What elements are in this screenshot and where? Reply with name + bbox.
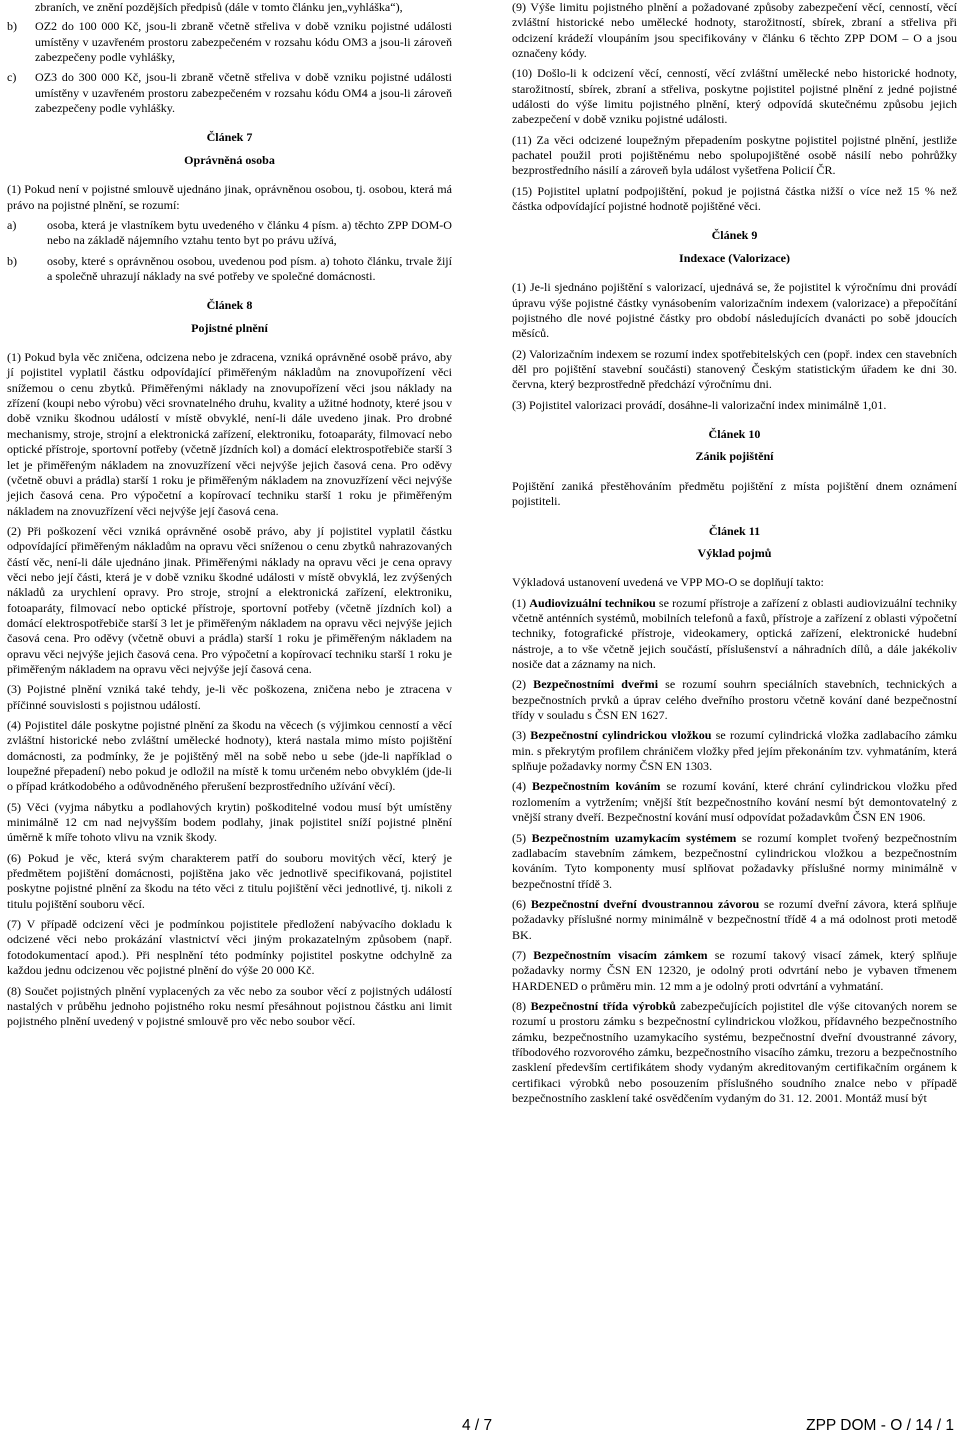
list-item: b) OZ2 do 100 000 Kč, jsou-li zbraně včetně střeliva v době vzniku pojistné události umístěny v uzavřeném prostoru zabezpečeném v rozsahu kódu OM3 a jsou-li zároveň zabezpečeny podle vyhlášky, — [7, 19, 452, 65]
paragraph: (3) Pojistné plnění vzniká také tehdy, je-li věc poškozena, zničena nebo je ztracena v příčinné souvislosti s pojistnou událostí. — [7, 682, 452, 712]
definition-item: (7) Bezpečnostním visacím zámkem se rozumí takový visací zámek, který splňuje požadavky normy ČSN EN 12320, je odolný proti odvrtání nebo je vybaven třmenem HARDENED o průměru min. 12 mm a je odolný proti odvrtání a vyhmatání. — [512, 947, 957, 993]
paragraph: (11) Za věci odcizené loupežným přepadením poskytne pojistitel pojistné plnění, jestliže pachatel použil proti pojištěnému nebo spolupojištěné osobě násilí nebo pohrůžky bezprostředního násilí a zároveň byla událost vyšetřena Policií ČR. — [512, 132, 957, 178]
definition-term: Bezpečnostním uzamykacím systémem — [531, 830, 737, 845]
definition-item: (6) Bezpečnostní dveřní dvoustrannou závorou se rozumí dveřní závora, která splňuje požadavky příslušné normy minimálně v bezpečnostní třídě 4 a má odolnost proti metodě BK. — [512, 896, 957, 942]
paragraph: (9) Výše limitu pojistného plnění a požadované způsoby zabezpečení věcí, cenností, věcí zvláštní historické nebo umělecké hodnoty, starožitností, sbírek, zbraní a střeliva při odcizení krádeží vloupáním jsou specifikovány v článku 6 těchto ZPP DOM – O a jsou označeny kódy. — [512, 0, 957, 61]
document-code: ZPP DOM - O / 14 / 1 — [806, 1417, 954, 1434]
paragraph: (4) Pojistitel dále poskytne pojistné plnění za škodu na věcech (s výjimkou cenností a věcí zvláštní historické nebo zvláštní umělecké hodnoty), která nastala mimo místo pojištění domácnosti, za podmínky, že je pojištěný měl na sobě nebo u sebe (jde-li například o loupežné přepadení) nebo pokud je odložil na místě k tomu určeném nebo obvyklém (jde-li o případ krátkodobého a odůvodněného přerušení bezprostředního užívání věcí). — [7, 718, 452, 794]
paragraph: (2) Při poškození věci vzniká oprávněné osobě právo, aby jí pojistitel vyplatil částku odpovídající přiměřeným nákladům na opravu věci sníženou o cenu zbytků nahrazovaných částí věc, není-li dále ujednáno jinak. Přiměřenými náklady na opravu věci je cena opravy věci nebo její části, která je v době vzniku škodné události v místě obvyklá, lez zvýšených nákladů za urychlení opravy. Pro stroje, strojní a elektronická zařízení, elektroniku, fotoaparáty, filmovací nebo optické přístroje, sportovní potřeby (včetně jízdních kol) a domácí elektrospotřebiče starší 3 let je přiměřeným nákladem na opravu věci nejvýše jejich časová cena. Pro oděvy (včetně obuvi a prádla) starší 1 roku je přiměřeným nákladem na opravu věci nejvýše jejich časová cena. Pro výpočetní a kopírovací techniku starší 1 roku je přiměřeným nákladem na opravu věci nejvýše její časová cena. — [7, 523, 452, 676]
paragraph: Výkladová ustanovení uvedená ve VPP MO-O se doplňují takto: — [512, 575, 824, 590]
paragraph: (3) Pojistitel valorizaci provádí, dosáhne-li valorizační index minimálně 1,01. — [512, 397, 887, 412]
paragraph: (15) Pojistitel uplatní podpojištění, pokud je pojistná částka nižší o více než 15 % než částka odpovídající pojistné hodnotě pojištěné věci. — [512, 183, 957, 214]
paragraph: (1) Je-li sjednáno pojištění s valorizací, ujednává se, že pojistitel k výročnímu dni provádí úpravu výše pojistné částky vynásobením valorizačním indexem (valorizace) a přepočítání pojistného dle nové pojistné částky pro období následujících dvanácti po sobě jdoucích měsíců. — [512, 280, 957, 341]
article-11-heading: Článek 11 Výklad pojmů — [697, 523, 772, 560]
page-number: 4 / 7 — [462, 1417, 493, 1434]
paragraph: (10) Došlo-li k odcizení věcí, cenností, věcí zvláštní umělecké nebo historické hodnoty, starožitností, sbírek, zbraní a střeliva, poskytne pojistitel pojistné plnění z jedné pojistné události do výše limitu pojistného plnění, který odpovídá skutečnému způsobu jejich zabezpečení v době vzniku pojistné události. — [512, 66, 957, 127]
definition-item: (5) Bezpečnostním uzamykacím systémem se rozumí komplet tvořený bezpečnostním zadlabacím stavebním zámkem, bezpečnostní cylindrickou vložkou a bezpečnostním kováním. Tyto komponenty musí splňovat požadavky příslušné normy minimálně v bezpečnostní třídě 3. — [512, 830, 957, 891]
definition-item: (4) Bezpečnostním kováním se rozumí kování, které chrání cylindrickou vložku před rozlomením a vytržením; vnější štít bezpečnostního kování nesmí být demontovatelný z vnější strany dveří. Bezpečnostní kování musí odpovídat požadavkům ČSN EN 1906. — [512, 779, 957, 825]
list-item: c) OZ3 do 300 000 Kč, jsou-li zbraně včetně střeliva v době vzniku pojistné události umístěny v uzavřeném prostoru zabezpečeném v rozsahu kódu OM4 a jsou-li zároveň zabezpečeny podle vyhlášky. — [7, 70, 452, 116]
paragraph: Pojištění zaniká přestěhováním předmětu pojištění z místa pojištění dnem oznámení pojistiteli. — [512, 478, 957, 509]
definition-term: Bezpečnostním visacím zámkem — [533, 947, 708, 962]
definition-term: Bezpečnostním kováním — [531, 779, 661, 794]
paragraph: (5) Věci (vyjma nábytku a podlahových krytin) poškoditelné vodou musí být umístěny minimálně 12 cm nad nejvyšším bodem podlahy, jinak pojistitel sníží pojistné plnění úměrně k míře tohoto vlivu na vznik škody. — [7, 799, 452, 845]
paragraph: (7) V případě odcizení věci je podmínkou pojistitele předložení nabývacího dokladu k odcizené věci nebo prokázání vlastnictví věci jiným prokazatelným způsobem (např. fotodokumentací apod.). Při nesplnění této podmínky pojistitel poskytne odchylně za každou jednu odcizenou věc pojistné plnění do výše 20 000 Kč. — [7, 917, 452, 978]
right-column — [512, 0, 957, 1111]
intro-continuation: zbraních, ve znění pozdějších předpisů (dále v tomto článku jen„vyhláška“), — [35, 0, 403, 14]
definition-item: (1) Audiovizuální technikou se rozumí přístroje a zařízení z oblasti audiovizuální techniky včetně anténních systémů, mobilních telefonů a faxů, přístroje a zařízení z oblasti výpočetní techniky, fotografické přístroje, videokamery, optická zařízení, elektronické hudební nástroje, a to vše včetně jejich součástí, příslušenství a náhradních dílů, a dále jakékoliv nosiče dat a záznamy na nich. — [512, 595, 957, 672]
definition-term: Audiovizuální technikou — [529, 595, 656, 610]
list-item: a) osoba, která je vlastníkem bytu uvedeného v článku 4 písm. a) těchto ZPP DOM-O nebo na základě nájemního vztahu tento byt po právu užívá, — [7, 217, 452, 248]
article-10-heading: Článek 10 Zánik pojištění — [695, 427, 774, 464]
paragraph: (6) Pokud je věc, která svým charakterem patří do souboru movitých věcí, který je předmětem pojištění domácnosti, pojištěna jako věc jednotlivě specifikovaná, pojistitel poskytne pojistné plnění za škodu na této věci z titulu pojištění věci jednotlivé, tj. nikoli z titulu pojištění souboru věcí. — [7, 850, 452, 911]
definition-term: Bezpečnostní cylindrickou vložkou — [530, 728, 712, 743]
paragraph: (8) Součet pojistných plnění vyplacených za věc nebo za soubor věcí z pojistných událostí nastalých v průběhu jednoho pojistného roku nesmí přesáhnout pojistnou částku ani limit pojistného plnění uvedený v pojistné smlouvě pro věc nebo soubor věcí. — [7, 983, 452, 1029]
definition-item: (8) Bezpečnostní třída výrobků zabezpečujících pojistitel dle výše citovaných norem se rozumí u prostoru zámku s bezpečnostní cylindrickou vložkou, přídavného bezpečnostního zámku, bezpečnostního uzamykacího systému, bezpečnostní dveřní dvoustranné závory, tříbodového rozvorového zámku, bezpečnostního visacího zámku, trezoru a bezpečnostního zasklení především certifikátem shody vydaným akreditovaným certifikačním orgánem k certifikaci výrobků nebo posouzením příslušného soudního znalce nebo v případě bezpečnostního zasklení také osvědčením vydaným do 31. 12. 2001. Montáž musí být — [512, 998, 957, 1105]
definition-term: Bezpečnostní dveřní dvoustrannou závorou — [530, 896, 760, 911]
paragraph: (1) Pokud není v pojistné smlouvě ujednáno jinak, oprávněnou osobou, tj. osobou, která má právo na pojistné plnění, se rozumí: — [7, 182, 452, 212]
article-9-heading: Článek 9 Indexace (Valorizace) — [679, 228, 790, 265]
definition-item: (2) Bezpečnostními dveřmi se rozumí souhrn speciálních stavebních, technických a bezpečnostních prvků a úprav celého dveřního prostoru včetně kování dané bezpečnostní třídy v souladu s ČSN EN 1627. — [512, 677, 957, 723]
left-column — [7, 0, 452, 1035]
article-7-heading: Článek 7 Oprávněná osoba — [184, 130, 275, 167]
article-8-heading: Článek 8 Pojistné plnění — [191, 298, 268, 335]
definition-term: Bezpečnostními dveřmi — [533, 677, 659, 692]
paragraph: (1) Pokud byla věc zničena, odcizena nebo je zdracena, vzniká oprávněné osobě právo, aby jí pojistitel vyplatil částku odpovídající přiměřeným nákladům na znovupořízení věci snížemou o cenu zbytků. Přiměřenými náklady na znovupořízení věci jsou náklady na zřízení (koupi nebo výrobu) věci srovnatelného druhu, kvality a užitné hodnoty, které jsou v době vzniku škodnou událostí v místě obvyklé, není-li dále uvedeno jinak. Pro drobné mechanismy, stroje, strojní a elektronická zařízení, elektroniku, fotoaparáty, filmovací nebo optické přístroje, sportovní potřeby (včetně jízdních kol) a domácí elektrospotřebiče starší 3 let je přiměřeným nákladem na znovuzřízení věci nejvýše jejich časová cena. Pro oděvy (včetně obuvi a prádla) starší 1 roku je přiměřeným nákladem na znovuzřízení věci nejvýše jejich časová cena. Pro výpočetní a kopírovací techniku starší 1 roku je přiměřeným nákladem na znovuzřízení věci nejvýše její časová cena. — [7, 350, 452, 518]
definition-item: (3) Bezpečnostní cylindrickou vložkou se rozumí cylindrická vložka zadlabacího zámku min. s překrytým profilem chráničem vložky před jejím překonáním tzv. vyhmatáním, která splňuje požadavky normy ČSN EN 1303. — [512, 728, 957, 774]
list-item: b) osoby, které s oprávněnou osobou, uvedenou pod písm. a) tohoto článku, trvale žijí a společně uhrazují náklady na své potřeby ve společné domácnosti. — [7, 253, 452, 283]
paragraph: (2) Valorizačním indexem se rozumí index spotřebitelských cen (popř. index cen stavebních děl pro pojištění stavební součásti) stanovený Českým statistickým úřadem ke dni 30. června, který bezprostředně předchází výročnímu dni. — [512, 346, 957, 392]
definition-term: Bezpečnostní třída výrobků — [530, 998, 676, 1013]
